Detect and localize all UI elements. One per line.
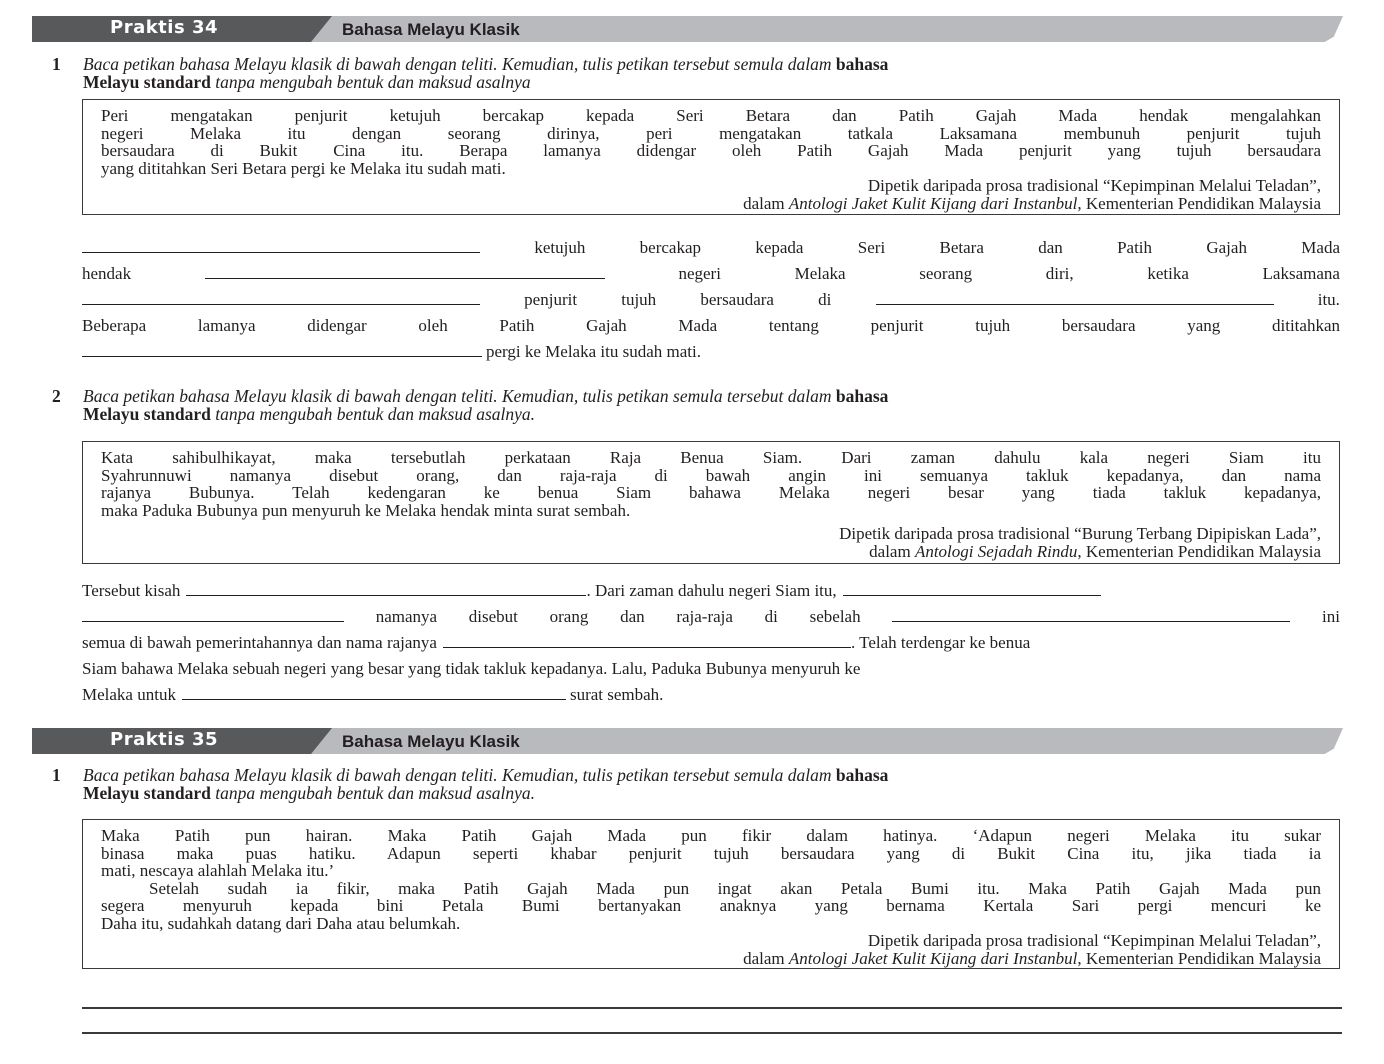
answer-blank[interactable] (443, 647, 851, 648)
answer-blank[interactable] (182, 699, 566, 700)
praktis-label: Praktis 35 (110, 729, 218, 750)
word: bersaudara (700, 290, 774, 309)
word: didengar (307, 316, 367, 335)
word: ketujuh (534, 238, 586, 257)
word: bersaudara (1061, 316, 1136, 335)
word: tujuh (975, 316, 1011, 335)
word: hendak (82, 264, 132, 283)
word: Melaka (794, 264, 846, 283)
word: dan (1038, 238, 1063, 257)
fill-line (82, 314, 1340, 336)
word: dititahkan (1272, 316, 1340, 335)
source-prefix: dalam (743, 193, 789, 213)
section-title: Bahasa Melayu Klasik (342, 732, 520, 751)
source-line (101, 950, 1321, 968)
question-number: 1 (52, 54, 61, 74)
passage-line: Kata sahibulhikayat, maka tersebutlah perkataan Raja Benua Siam. Dari zaman dahulu kala negeri Siam itu (101, 448, 1321, 467)
instruction-italic: Baca petikan bahasa Melayu klasik di bawah dengan teliti. Kemudian, tulis petikan tersebut semula dalam (83, 54, 836, 74)
source-line (101, 195, 1321, 213)
passage-box (82, 99, 1340, 215)
word: Betara (939, 238, 984, 257)
instruction-italic: tanpa mengubah bentuk dan maksud asalnya. (210, 783, 536, 803)
passage-line: Peri mengatakan penjurit ketujuh bercakap kepada Seri Betara dan Patih Gajah Mada hendak mengalahkan (101, 106, 1321, 125)
sentence-fragment: pergi ke Melaka itu sudah mati. (486, 342, 701, 361)
word: penjurit (524, 290, 578, 309)
word: Mada (1301, 238, 1340, 257)
answer-blank[interactable] (843, 595, 1101, 596)
answer-line[interactable] (82, 1032, 1342, 1034)
answer-blank[interactable] (186, 595, 586, 596)
answer-line[interactable] (82, 1007, 1342, 1009)
word: yang (1187, 316, 1221, 335)
source-suffix: , Kementerian Pendidikan Malaysia (1077, 541, 1321, 561)
passage-line: Setelah sudah ia fikir, maka Patih Gajah Mada pun ingat akan Petala Bumi itu. Maka Patih Gajah Mada pun (149, 878, 1321, 898)
passage-line: yang dititahkan Seri Betara pergi ke Melaka itu sudah mati. (101, 158, 506, 178)
passage-line: negeri Melaka itu dengan seorang dirinya, peri mengatakan tatkala Laksamana membunuh penjurit tujuh (101, 123, 1321, 143)
answer-blank[interactable] (205, 278, 605, 279)
answer-blank[interactable] (82, 356, 482, 357)
passage-line: segera menyuruh kepada bini Petala Bumi bertanyakan anaknya yang bernama Kertala Sari pergi mencuri ke (101, 896, 1321, 915)
answer-blank[interactable] (876, 304, 1274, 305)
source-book-title: Antologi Jaket Kulit Kijang dari Instanbul (788, 193, 1078, 213)
section-header-praktis-35 (32, 728, 1343, 754)
instruction-bold: Melayu standard (83, 72, 211, 92)
word: seorang (919, 264, 973, 283)
word: tujuh (621, 290, 657, 309)
instruction-italic: tanpa mengubah bentuk dan maksud asalnya. (210, 404, 536, 424)
word: ini (1322, 607, 1340, 626)
word: dan (620, 607, 645, 626)
source-line: Dipetik daripada prosa tradisional “Burung Terbang Dipipiskan Lada”, (839, 524, 1321, 543)
word: Patih (499, 316, 535, 335)
answer-blank[interactable] (82, 621, 344, 622)
word: sebelah (809, 607, 861, 626)
word: orang (549, 607, 589, 626)
passage-line: bersaudara di Bukit Cina itu. Berapa lamanya didengar oleh Patih Gajah Mada penjurit yang tujuh bersaudara (101, 141, 1321, 160)
answer-blank[interactable] (82, 304, 480, 305)
sentence-fragment: . Telah terdengar ke benua (850, 633, 1031, 652)
fill-line (82, 262, 1340, 284)
instruction-text (83, 387, 1342, 423)
word: diri, (1045, 264, 1074, 283)
passage-line: mati, nescaya alahlah Melaka itu.’ (101, 861, 335, 880)
praktis-label: Praktis 34 (110, 17, 218, 38)
word: di (764, 607, 778, 626)
word: itu. (1317, 290, 1340, 309)
source-prefix: dalam (743, 948, 789, 968)
word: Gajah (1206, 238, 1247, 257)
fill-line (82, 288, 1340, 310)
word: lamanya (197, 316, 256, 335)
passage-line: binasa maka puas hatiku. Adapun seperti khabar penjurit tujuh bersaudara yang di Bukit Cina itu, jika tiada ia (101, 843, 1321, 863)
answer-blank[interactable] (82, 252, 480, 253)
fill-line (82, 579, 1340, 601)
word: penjurit (870, 316, 924, 335)
source-line: Dipetik daripada prosa tradisional “Kepimpinan Melalui Teladan”, (867, 176, 1321, 195)
section-title: Bahasa Melayu Klasik (342, 20, 520, 39)
word: kepada (755, 238, 804, 257)
section-header-praktis-34 (32, 16, 1343, 42)
instruction-bold: bahasa (835, 54, 889, 74)
passage-box (82, 819, 1340, 969)
word: Mada (678, 316, 718, 335)
word: ketika (1147, 264, 1189, 283)
word: oleh (418, 316, 448, 335)
instruction-italic: tanpa mengubah bentuk dan maksud asalnya (210, 72, 531, 92)
word: namanya (375, 607, 438, 626)
sentence-fragment: Siam bahawa Melaka sebuah negeri yang besar yang tidak takluk kepadanya. Lalu, Paduka Bubunya menyuruh ke (82, 659, 861, 678)
word: tentang (768, 316, 819, 335)
instruction-italic: Baca petikan bahasa Melayu klasik di bawah dengan teliti. Kemudian, tulis petikan semula tersebut dalam (83, 386, 836, 406)
passage-box (82, 441, 1340, 564)
source-book-title: Antologi Sejadah Rindu (914, 541, 1078, 561)
sentence-fragment: . Dari zaman dahulu negeri Siam itu, (586, 581, 837, 600)
instruction-text (83, 766, 1342, 802)
sentence-fragment: Melaka untuk (82, 685, 176, 704)
instruction-bold: Melayu standard (83, 404, 211, 424)
source-book-title: Antologi Jaket Kulit Kijang dari Instanbul (788, 948, 1078, 968)
source-line: Dipetik daripada prosa tradisional “Kepimpinan Melalui Teladan”, (867, 931, 1321, 950)
answer-blank[interactable] (892, 621, 1290, 622)
word: Laksamana (1262, 264, 1340, 283)
word: Gajah (586, 316, 627, 335)
word: negeri (678, 264, 721, 283)
passage-line: Syahrunnuwi namanya disebut orang, dan raja-raja di bawah angin ini semuanya takluk kepadanya, dan nama (101, 465, 1321, 485)
instruction-text (83, 55, 1342, 91)
sentence-fragment: Tersebut kisah (82, 581, 181, 600)
passage-line: maka Paduka Bubunya pun menyuruh ke Melaka hendak minta surat sembah. (101, 500, 631, 520)
passage-line: rajanya Bubunya. Telah kedengaran ke benua Siam bahawa Melaka negeri besar yang tiada takluk kepadanya, (101, 483, 1321, 502)
passage-line: Daha itu, sudahkah datang dari Daha atau belumkah. (101, 913, 461, 933)
source-suffix: , Kementerian Pendidikan Malaysia (1077, 193, 1321, 213)
fill-line (82, 340, 1340, 362)
instruction-bold: bahasa (835, 386, 889, 406)
sentence-fragment: surat sembah. (569, 685, 664, 704)
word: Seri (857, 238, 886, 257)
instruction-bold: bahasa (835, 765, 889, 785)
fill-line (82, 683, 1340, 705)
question-number: 2 (52, 386, 61, 406)
instruction-italic: Baca petikan bahasa Melayu klasik di bawah dengan teliti. Kemudian, tulis petikan tersebut semula dalam (83, 765, 836, 785)
word: Beberapa (82, 316, 147, 335)
instruction-bold: Melayu standard (83, 783, 211, 803)
word: di (818, 290, 832, 309)
fill-line (82, 631, 1340, 653)
word: raja-raja (676, 607, 733, 626)
fill-line (82, 236, 1340, 258)
passage-line: Maka Patih pun hairan. Maka Patih Gajah Mada pun fikir dalam hatinya. ‘Adapun negeri Melaka itu sukar (101, 826, 1321, 845)
source-prefix: dalam (869, 541, 915, 561)
fill-line (82, 657, 1340, 679)
fill-line (82, 605, 1340, 627)
word: bercakap (639, 238, 701, 257)
source-line (101, 543, 1321, 561)
word: disebut (468, 607, 518, 626)
sentence-fragment: semua di bawah pemerintahannya dan nama rajanya (82, 633, 437, 652)
source-suffix: , Kementerian Pendidikan Malaysia (1077, 948, 1321, 968)
word: Patih (1117, 238, 1153, 257)
question-number: 1 (52, 765, 61, 785)
